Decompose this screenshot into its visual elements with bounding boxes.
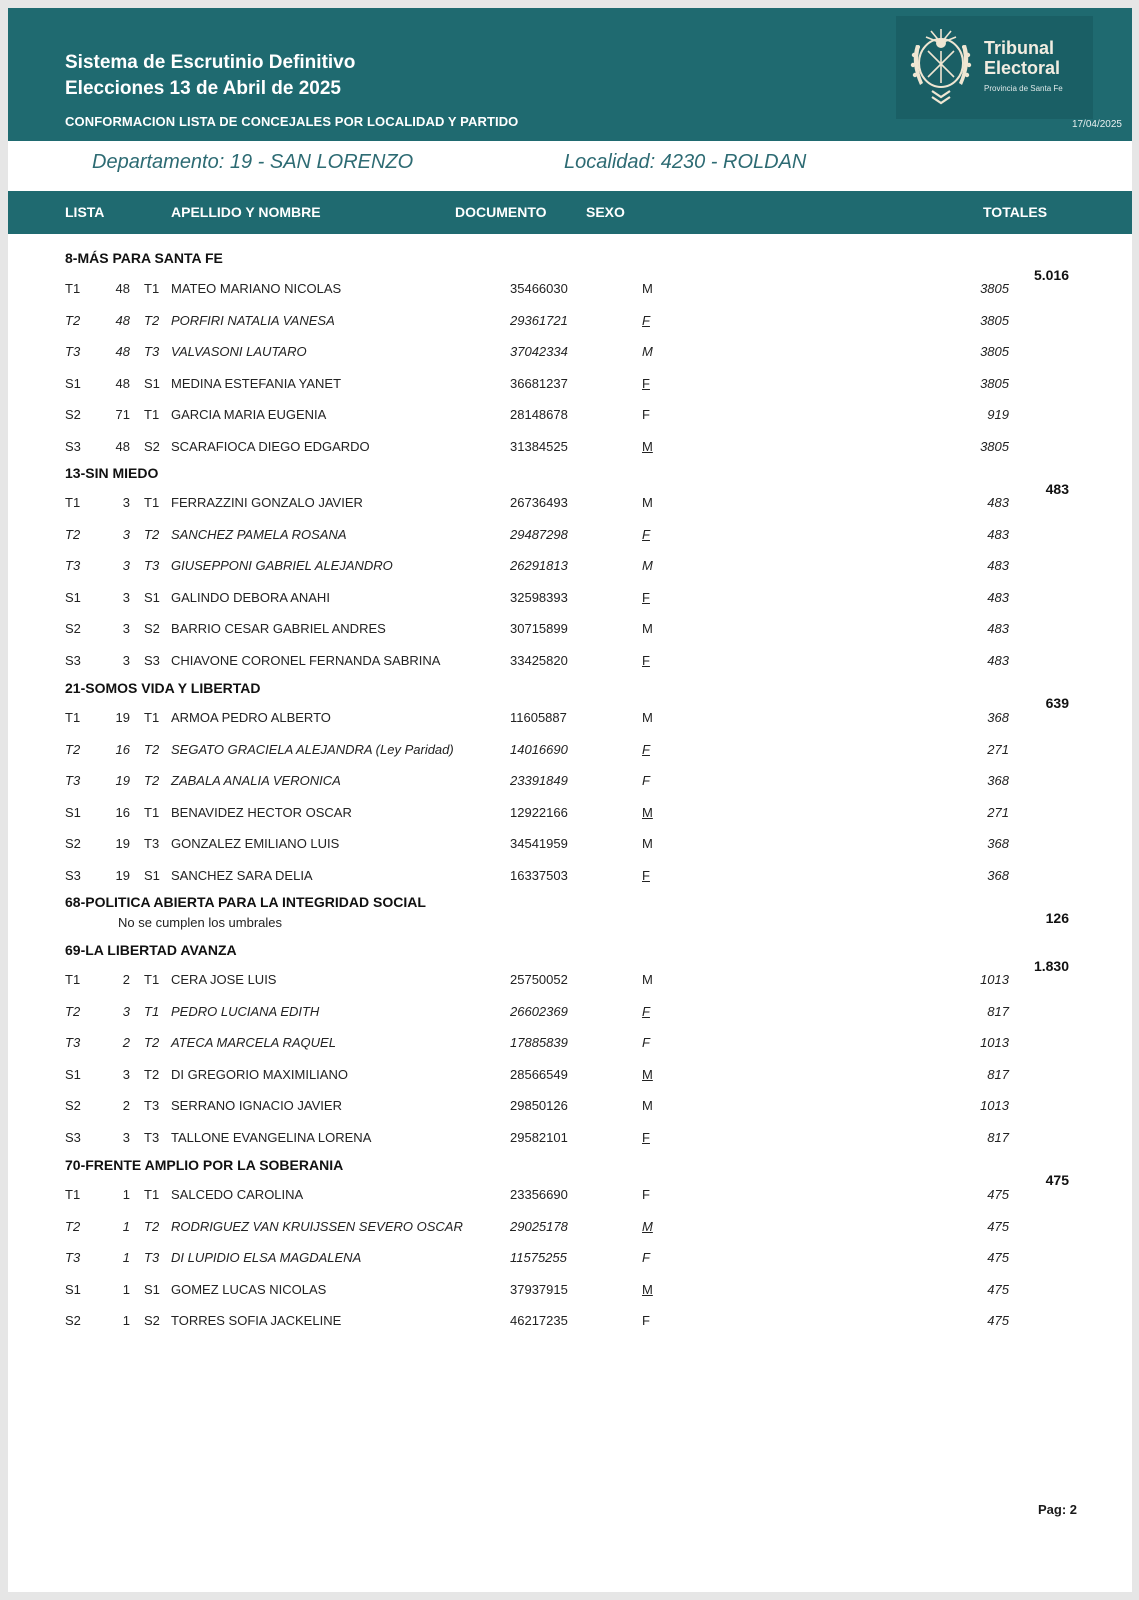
candidate-name: BENAVIDEZ HECTOR OSCAR: [171, 805, 352, 820]
candidate-total: 483: [987, 527, 1009, 542]
candidate-original-position: T2: [144, 313, 160, 328]
candidate-position: T1: [65, 495, 81, 510]
title-line-2: Elecciones 13 de Abril de 2025: [65, 78, 341, 99]
candidate-sex: F: [642, 653, 650, 668]
candidate-total: 3805: [980, 439, 1009, 454]
candidate-position: T1: [65, 281, 81, 296]
candidate-document: 46217235: [510, 1313, 568, 1328]
candidate-name: GONZALEZ EMILIANO LUIS: [171, 836, 340, 851]
candidate-position: T2: [65, 1004, 81, 1019]
candidate-position: T3: [65, 558, 81, 573]
candidate-position: S2: [65, 1313, 81, 1328]
candidate-name: DI GREGORIO MAXIMILIANO: [171, 1067, 348, 1082]
candidate-original-position: S2: [144, 439, 160, 454]
candidate-document: 29850126: [510, 1098, 568, 1113]
candidate-name: ZABALA ANALIA VERONICA: [171, 773, 341, 788]
candidate-total: 368: [987, 710, 1009, 725]
candidate-position: T3: [65, 773, 81, 788]
candidate-original-position: T1: [144, 281, 160, 296]
candidate-total: 817: [987, 1004, 1009, 1019]
candidate-name: GOMEZ LUCAS NICOLAS: [171, 1282, 327, 1297]
candidate-total: 3805: [980, 281, 1009, 296]
candidate-position: S2: [65, 621, 81, 636]
candidate-document: 37042334: [510, 344, 568, 359]
candidate-position: S2: [65, 407, 81, 422]
candidate-total: 475: [987, 1187, 1009, 1202]
candidate-total: 368: [987, 773, 1009, 788]
candidate-original-position: S2: [144, 621, 160, 636]
candidate-row: [8, 1098, 1132, 1118]
candidate-document: 28148678: [510, 407, 568, 422]
candidate-position: T3: [65, 1035, 81, 1050]
candidate-name: BARRIO CESAR GABRIEL ANDRES: [171, 621, 386, 636]
candidate-original-position: S1: [144, 590, 160, 605]
candidate-row: [8, 836, 1132, 856]
candidate-list-number: 3: [122, 590, 130, 605]
candidate-row: [8, 773, 1132, 793]
candidate-row: [8, 1187, 1132, 1207]
candidate-position: S1: [65, 376, 81, 391]
candidate-name: SCARAFIOCA DIEGO EDGARDO: [171, 439, 370, 454]
candidate-total: 271: [987, 805, 1009, 820]
candidate-total: 483: [987, 653, 1009, 668]
candidate-total: 368: [987, 836, 1009, 851]
candidate-sex: F: [642, 1313, 650, 1328]
candidate-total: 483: [987, 558, 1009, 573]
candidate-list-number: 71: [115, 407, 130, 422]
candidate-document: 28566549: [510, 1067, 568, 1082]
localidad-label: Localidad: 4230 - ROLDAN: [564, 151, 807, 173]
candidate-list-number: 1: [122, 1313, 130, 1328]
candidate-document: 26602369: [510, 1004, 568, 1019]
candidate-row: [8, 1004, 1132, 1024]
logo-text-provincia: Provincia de Santa Fe: [984, 84, 1063, 93]
candidate-name: VALVASONI LAUTARO: [171, 344, 307, 359]
candidate-total: 919: [987, 407, 1009, 422]
document-page: [8, 8, 1132, 1592]
candidate-row: [8, 868, 1132, 888]
candidate-document: 26736493: [510, 495, 568, 510]
candidate-row: [8, 590, 1132, 610]
candidate-document: 33425820: [510, 653, 568, 668]
candidate-list-number: 19: [115, 836, 130, 851]
candidate-sex: M: [642, 1219, 653, 1234]
party-heading: 68-POLITICA ABIERTA PARA LA INTEGRIDAD SOCIAL: [65, 894, 426, 910]
candidate-original-position: T2: [144, 527, 160, 542]
candidate-list-number: 48: [115, 376, 130, 391]
candidate-list-number: 3: [122, 558, 130, 573]
candidate-list-number: 3: [122, 1067, 130, 1082]
candidate-row: [8, 527, 1132, 547]
candidate-position: T1: [65, 972, 81, 987]
candidate-original-position: T3: [144, 836, 160, 851]
candidate-list-number: 3: [122, 1004, 130, 1019]
title-line-1: Sistema de Escrutinio Definitivo: [65, 52, 356, 73]
candidate-list-number: 48: [115, 281, 130, 296]
candidate-total: 475: [987, 1250, 1009, 1265]
candidate-list-number: 19: [115, 710, 130, 725]
candidate-row: [8, 376, 1132, 396]
candidate-original-position: S3: [144, 653, 160, 668]
candidate-position: S2: [65, 1098, 81, 1113]
candidate-name: SERRANO IGNACIO JAVIER: [171, 1098, 342, 1113]
candidate-sex: F: [642, 742, 650, 757]
party-total: 1.830: [1033, 958, 1069, 974]
candidate-row: [8, 1282, 1132, 1302]
candidate-sex: M: [642, 558, 653, 573]
candidate-document: 29487298: [510, 527, 568, 542]
candidate-list-number: 2: [122, 1098, 130, 1113]
candidate-total: 817: [987, 1067, 1009, 1082]
candidate-position: S1: [65, 805, 81, 820]
party-heading: 70-FRENTE AMPLIO POR LA SOBERANIA: [65, 1157, 344, 1173]
candidate-original-position: T1: [144, 805, 160, 820]
candidate-sex: M: [642, 972, 653, 987]
candidate-list-number: 48: [115, 313, 130, 328]
candidate-name: RODRIGUEZ VAN KRUIJSSEN SEVERO OSCAR: [171, 1219, 463, 1234]
party-total: 5.016: [1033, 267, 1069, 283]
candidate-position: S3: [65, 653, 81, 668]
candidate-original-position: T3: [144, 344, 160, 359]
candidate-sex: F: [642, 313, 650, 328]
candidate-original-position: T1: [144, 972, 160, 987]
candidate-list-number: 2: [122, 1035, 130, 1050]
candidate-document: 34541959: [510, 836, 568, 851]
candidate-name: SANCHEZ SARA DELIA: [171, 868, 313, 883]
candidate-document: 29361721: [510, 313, 568, 328]
candidate-document: 25750052: [510, 972, 568, 987]
candidate-name: SALCEDO CAROLINA: [171, 1187, 304, 1202]
candidate-list-number: 1: [122, 1282, 130, 1297]
party-note: No se cumplen los umbrales: [118, 915, 283, 930]
candidate-row: [8, 710, 1132, 730]
candidate-row: [8, 439, 1132, 459]
candidate-position: T2: [65, 1219, 81, 1234]
candidate-name: GALINDO DEBORA ANAHI: [171, 590, 330, 605]
candidate-name: ARMOA PEDRO ALBERTO: [171, 710, 331, 725]
candidate-list-number: 2: [122, 972, 130, 987]
candidate-total: 1013: [980, 972, 1009, 987]
candidate-sex: F: [642, 1187, 650, 1202]
candidate-list-number: 48: [115, 439, 130, 454]
candidate-sex: F: [642, 376, 650, 391]
candidate-total: 3805: [980, 313, 1009, 328]
candidate-list-number: 3: [122, 527, 130, 542]
candidate-total: 3805: [980, 344, 1009, 359]
candidate-sex: M: [642, 281, 653, 296]
departamento-label: Departamento: 19 - SAN LORENZO: [92, 151, 414, 173]
candidate-row: [8, 621, 1132, 641]
candidate-document: 36681237: [510, 376, 568, 391]
candidate-row: [8, 281, 1132, 301]
logo-text-tribunal: Tribunal: [984, 38, 1055, 58]
candidate-name: FERRAZZINI GONZALO JAVIER: [171, 495, 363, 510]
candidate-document: 14016690: [510, 742, 568, 757]
candidate-row: [8, 495, 1132, 515]
candidate-original-position: T3: [144, 1098, 160, 1113]
candidate-list-number: 19: [115, 773, 130, 788]
candidate-row: [8, 313, 1132, 333]
candidate-original-position: S1: [144, 1282, 160, 1297]
party-total: 475: [1045, 1172, 1069, 1188]
candidate-total: 3805: [980, 376, 1009, 391]
candidate-original-position: T1: [144, 495, 160, 510]
candidate-document: 17885839: [510, 1035, 568, 1050]
candidate-position: T2: [65, 313, 81, 328]
candidate-list-number: 3: [122, 495, 130, 510]
candidate-original-position: T1: [144, 1187, 160, 1202]
candidate-row: [8, 1313, 1132, 1333]
candidate-sex: F: [642, 1130, 650, 1145]
candidate-document: 31384525: [510, 439, 568, 454]
candidate-original-position: T2: [144, 773, 160, 788]
party-total: 483: [1045, 481, 1069, 497]
candidate-row: [8, 653, 1132, 673]
candidate-total: 475: [987, 1282, 1009, 1297]
candidate-name: PORFIRI NATALIA VANESA: [171, 313, 335, 328]
col-documento: DOCUMENTO: [455, 204, 547, 220]
candidate-name: GIUSEPPONI GABRIEL ALEJANDRO: [171, 558, 393, 573]
col-totales: TOTALES: [983, 204, 1048, 220]
candidate-position: T2: [65, 527, 81, 542]
page-number: Pag: 2: [1037, 1502, 1077, 1517]
candidate-name: MATEO MARIANO NICOLAS: [171, 281, 342, 296]
candidate-row: [8, 1130, 1132, 1150]
party-heading: 13-SIN MIEDO: [65, 465, 159, 481]
candidate-document: 30715899: [510, 621, 568, 636]
candidate-row: [8, 1067, 1132, 1087]
candidate-document: 12922166: [510, 805, 568, 820]
candidate-total: 817: [987, 1130, 1009, 1145]
candidate-sex: M: [642, 710, 653, 725]
candidate-total: 483: [987, 495, 1009, 510]
candidate-sex: M: [642, 495, 653, 510]
candidate-total: 483: [987, 621, 1009, 636]
candidate-sex: M: [642, 621, 653, 636]
candidate-document: 16337503: [510, 868, 568, 883]
candidate-name: PEDRO LUCIANA EDITH: [171, 1004, 320, 1019]
candidate-sex: M: [642, 805, 653, 820]
candidate-position: S2: [65, 836, 81, 851]
candidate-list-number: 3: [122, 653, 130, 668]
candidate-list-number: 16: [115, 742, 130, 757]
candidate-position: T2: [65, 742, 81, 757]
candidate-position: T1: [65, 710, 81, 725]
candidate-name: GARCIA MARIA EUGENIA: [171, 407, 327, 422]
candidate-name: MEDINA ESTEFANIA YANET: [171, 376, 342, 391]
candidate-list-number: 1: [122, 1250, 130, 1265]
candidate-list-number: 1: [122, 1187, 130, 1202]
results-list: [8, 8, 1132, 1592]
candidate-sex: F: [642, 527, 650, 542]
candidate-name: TALLONE EVANGELINA LORENA: [171, 1130, 372, 1145]
party-heading: 8-MÁS PARA SANTA FE: [65, 250, 223, 266]
candidate-total: 1013: [980, 1035, 1009, 1050]
candidate-document: 37937915: [510, 1282, 568, 1297]
candidate-sex: M: [642, 1067, 653, 1082]
candidate-position: T3: [65, 344, 81, 359]
candidate-sex: M: [642, 344, 653, 359]
candidate-name: CERA JOSE LUIS: [171, 972, 277, 987]
report-date: 17/04/2025: [1071, 119, 1122, 130]
logo-text-electoral: Electoral: [984, 58, 1061, 78]
candidate-list-number: 48: [115, 344, 130, 359]
party-total: 126: [1045, 910, 1069, 926]
candidate-original-position: S1: [144, 868, 160, 883]
candidate-row: [8, 1250, 1132, 1270]
candidate-name: TORRES SOFIA JACKELINE: [171, 1313, 342, 1328]
candidate-row: [8, 407, 1132, 427]
col-sexo: SEXO: [586, 204, 625, 220]
candidate-row: [8, 344, 1132, 364]
candidate-sex: F: [642, 407, 650, 422]
candidate-total: 1013: [980, 1098, 1009, 1113]
candidate-row: [8, 558, 1132, 578]
candidate-list-number: 3: [122, 1130, 130, 1145]
candidate-document: 23356690: [510, 1187, 568, 1202]
candidate-document: 29025178: [510, 1219, 568, 1234]
candidate-sex: M: [642, 1282, 653, 1297]
candidate-row: [8, 805, 1132, 825]
candidate-list-number: 16: [115, 805, 130, 820]
report-subtitle: CONFORMACION LISTA DE CONCEJALES POR LOCALIDAD Y PARTIDO: [65, 114, 519, 129]
candidate-position: S3: [65, 1130, 81, 1145]
candidate-sex: F: [642, 773, 650, 788]
candidate-total: 483: [987, 590, 1009, 605]
candidate-sex: F: [642, 1250, 650, 1265]
candidate-row: [8, 1035, 1132, 1055]
candidate-row: [8, 1219, 1132, 1239]
candidate-total: 475: [987, 1219, 1009, 1234]
candidate-position: T1: [65, 1187, 81, 1202]
candidate-original-position: T2: [144, 1219, 160, 1234]
candidate-sex: M: [642, 836, 653, 851]
candidate-sex: F: [642, 1004, 650, 1019]
party-heading: 21-SOMOS VIDA Y LIBERTAD: [65, 680, 261, 696]
party-total: 639: [1045, 695, 1069, 711]
candidate-original-position: T3: [144, 558, 160, 573]
candidate-sex: M: [642, 439, 653, 454]
candidate-list-number: 3: [122, 621, 130, 636]
candidate-list-number: 1: [122, 1219, 130, 1234]
candidate-document: 23391849: [510, 773, 568, 788]
candidate-original-position: T3: [144, 1250, 160, 1265]
candidate-document: 26291813: [510, 558, 568, 573]
candidate-position: S1: [65, 590, 81, 605]
candidate-sex: F: [642, 1035, 650, 1050]
candidate-original-position: T1: [144, 710, 160, 725]
col-nombre: APELLIDO Y NOMBRE: [171, 204, 321, 220]
candidate-total: 475: [987, 1313, 1009, 1328]
candidate-document: 32598393: [510, 590, 568, 605]
candidate-document: 29582101: [510, 1130, 568, 1145]
candidate-original-position: T2: [144, 742, 160, 757]
candidate-name: DI LUPIDIO ELSA MAGDALENA: [171, 1250, 362, 1265]
candidate-position: S3: [65, 439, 81, 454]
candidate-name: SANCHEZ PAMELA ROSANA: [171, 527, 347, 542]
candidate-position: S3: [65, 868, 81, 883]
candidate-name: SEGATO GRACIELA ALEJANDRA (Ley Paridad): [171, 742, 454, 757]
candidate-position: T3: [65, 1250, 81, 1265]
candidate-original-position: T3: [144, 1130, 160, 1145]
candidate-document: 35466030: [510, 281, 568, 296]
candidate-original-position: T1: [144, 1004, 160, 1019]
candidate-sex: F: [642, 868, 650, 883]
candidate-sex: M: [642, 1098, 653, 1113]
candidate-original-position: S2: [144, 1313, 160, 1328]
party-heading: 69-LA LIBERTAD AVANZA: [65, 942, 237, 958]
candidate-position: S1: [65, 1067, 81, 1082]
candidate-total: 368: [987, 868, 1009, 883]
candidate-name: ATECA MARCELA RAQUEL: [171, 1035, 336, 1050]
candidate-sex: F: [642, 590, 650, 605]
candidate-original-position: S1: [144, 376, 160, 391]
candidate-original-position: T2: [144, 1067, 160, 1082]
candidate-original-position: T2: [144, 1035, 160, 1050]
candidate-name: CHIAVONE CORONEL FERNANDA SABRINA: [171, 653, 441, 668]
candidate-document: 11575255: [510, 1250, 567, 1265]
candidate-document: 11605887: [510, 710, 567, 725]
candidate-row: [8, 742, 1132, 762]
candidate-row: [8, 972, 1132, 992]
candidate-original-position: T1: [144, 407, 160, 422]
candidate-total: 271: [987, 742, 1009, 757]
col-lista: LISTA: [65, 204, 105, 220]
candidate-list-number: 19: [115, 868, 130, 883]
candidate-position: S1: [65, 1282, 81, 1297]
